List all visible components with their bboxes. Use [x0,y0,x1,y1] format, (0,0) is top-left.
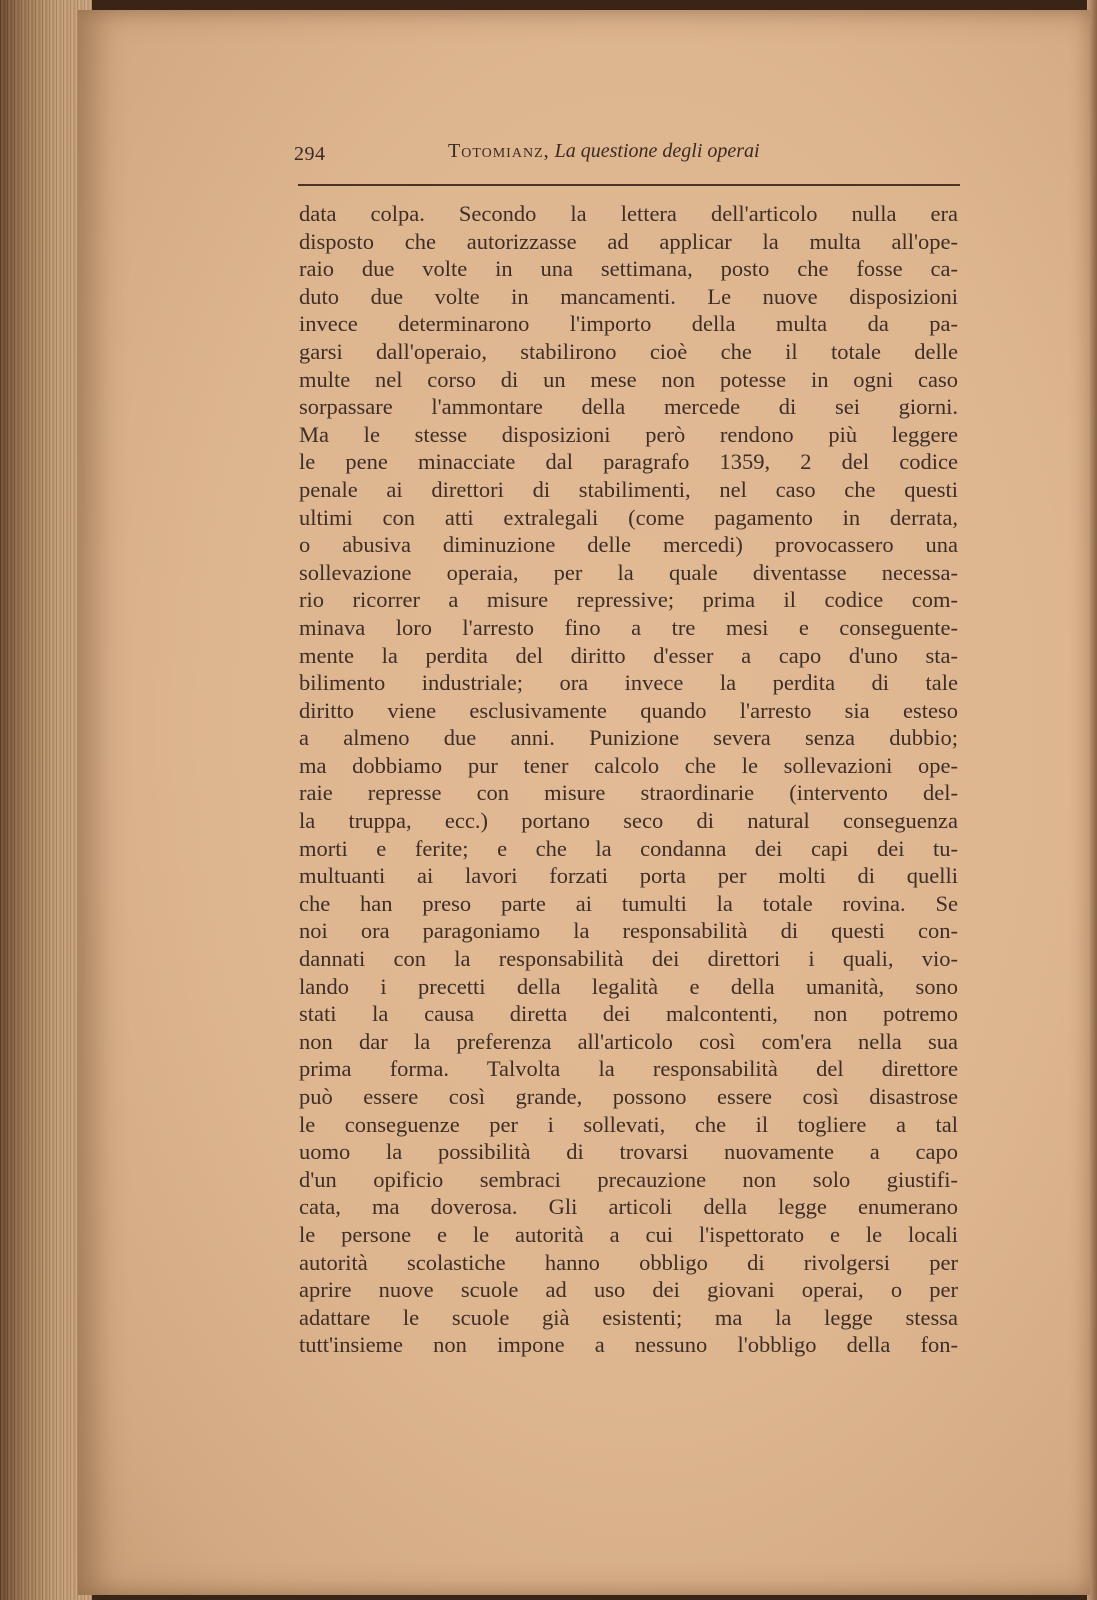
text-line: mente la perdita del diritto d'esser a capo d'uno sta- [299,642,958,668]
text-line: aprire nuove scuole ad uso dei giovani operai, o per [299,1277,958,1303]
text-line: non dar la preferenza all'articolo così com'era nella sua [299,1028,958,1054]
text-line: può essere così grande, possono essere così disastrose [299,1084,958,1109]
text-line: autorità scolastiche hanno obbligo di rivolgersi per [299,1249,958,1275]
text-line: bilimento industriale; ora invece la perdita di tale [299,670,958,696]
text-line: che han preso parte ai tumulti la totale rovina. Se [299,890,958,916]
running-title [448,140,760,163]
page-number: 294 [294,143,326,165]
text-line: disposto che autorizzasse ad applicar la multa all'ope- [299,228,958,254]
text-line: garsi dall'operaio, stabilirono cioè che il totale delle [299,338,958,364]
text-line: multe nel corso di un mese non potesse in ogni caso [299,366,958,392]
text-line: sorpassare l'ammontare della mercede di sei giorni. [299,394,958,420]
text-line: dannati con la responsabilità dei direttori i quali, vio- [299,946,958,972]
text-line: uomo la possibilità di trovarsi nuovamente a capo [299,1139,958,1165]
text-line: data colpa. Secondo la lettera dell'articolo nulla era [299,201,958,226]
text-line: le conseguenze per i sollevati, che il togliere a tal [299,1111,958,1137]
text-line: invece determinarono l'importo della multa da pa- [299,311,958,337]
header-rule [298,184,960,186]
text-line: adattare le scuole già esistenti; ma la legge stessa [299,1304,958,1330]
text-line: raie represse con misure straordinarie (intervento del- [299,780,958,806]
text-line: diritto viene esclusivamente quando l'arresto sia esteso [299,697,958,723]
text-line: o abusiva diminuzione delle mercedi) provocassero una [299,532,958,558]
text-line: noi ora paragoniamo la responsabilità di questi con- [299,918,958,944]
text-line: prima forma. Talvolta la responsabilità del direttore [299,1056,958,1082]
text-line: a almeno due anni. Punizione severa senza dubbio; [299,725,958,751]
text-line: penale ai direttori di stabilimenti, nel caso che questi [299,476,958,502]
text-line: minava loro l'arresto fino a tre mesi e conseguente- [299,614,958,640]
text-line: duto due volte in mancamenti. Le nuove disposizioni [299,283,958,309]
text-line: le pene minacciate dal paragrafo 1359, 2 del codice [299,449,958,475]
text-line: ultimi con atti extralegali (come pagamento in derrata, [299,504,958,530]
text-line: tutt'insieme non impone a nessuno l'obbligo della fon- [299,1332,958,1358]
text-line: stati la causa diretta dei malcontenti, non potremo [299,1001,958,1027]
running-title-author: Totomianz, [448,140,550,162]
text-line: d'un opificio sembraci precauzione non solo giustifi- [299,1166,958,1192]
text-line: Ma le stesse disposizioni però rendono più leggere [299,421,958,447]
text-line: le persone e le autorità a cui l'ispettorato e le locali [299,1221,958,1247]
text-line: sollevazione operaia, per la quale diventasse necessa- [299,559,958,585]
text-line: ma dobbiamo pur tener calcolo che le sollevazioni ope- [299,752,958,778]
text-line: cata, ma doverosa. Gli articoli della legge enumerano [299,1194,958,1220]
text-line: multuanti ai lavori forzati porta per molti di quelli [299,863,958,889]
text-line: lando i precetti della legalità e della umanità, sono [299,973,958,999]
body-text [299,200,958,1359]
running-header [294,140,960,170]
text-line: rio ricorrer a misure repressive; prima il codice com- [299,587,958,613]
text-line: la truppa, ecc.) portano seco di natural conseguenza [299,808,958,834]
text-line: morti e ferite; e che la condanna dei capi dei tu- [299,835,958,861]
text-line: raio due volte in una settimana, posto che fosse ca- [299,256,958,282]
running-title-book: La questione degli operai [554,140,760,162]
